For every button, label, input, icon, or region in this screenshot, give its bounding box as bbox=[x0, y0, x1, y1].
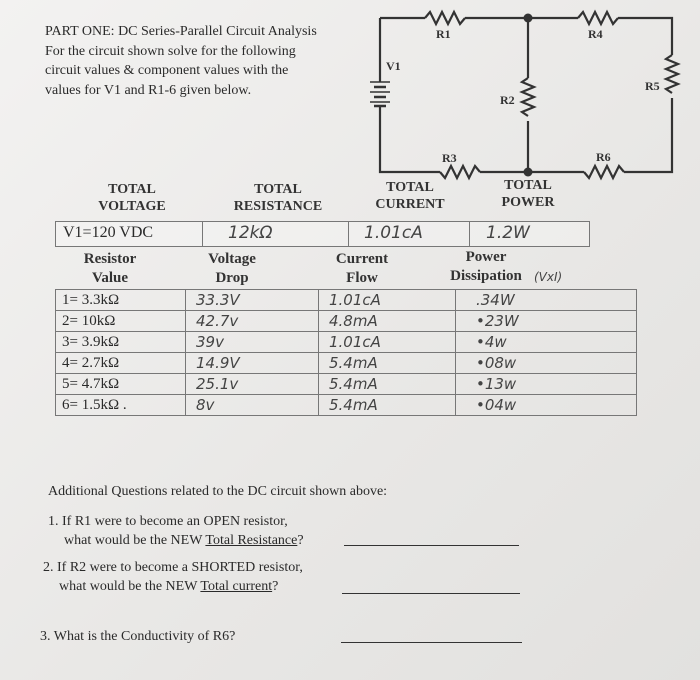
question-2 bbox=[43, 558, 303, 596]
resistor-value-header: Resistor Value bbox=[83, 251, 137, 286]
current-flow: 1.01cA bbox=[319, 290, 456, 311]
r3-label: R3 bbox=[442, 151, 457, 165]
current-flow: 5.4mA bbox=[319, 395, 456, 416]
power-dissipation: •04w bbox=[456, 395, 637, 416]
r6-resistor bbox=[584, 166, 624, 178]
resistor-value: 3= 3.9kΩ bbox=[56, 332, 186, 353]
r4-resistor bbox=[578, 12, 618, 24]
intro-line-4: values for V1 and R1-6 given below. bbox=[45, 82, 252, 98]
total-resistance-value: 12kΩ bbox=[228, 223, 273, 243]
r4-label: R4 bbox=[588, 27, 603, 41]
total-power-value: 1.2W bbox=[486, 223, 530, 243]
current-flow: 1.01cA bbox=[319, 332, 456, 353]
v1-label: V1 bbox=[386, 59, 401, 73]
resistor-value: 2= 10kΩ bbox=[56, 311, 186, 332]
r6-label: R6 bbox=[596, 150, 611, 164]
total-current-value: 1.01cA bbox=[364, 223, 423, 243]
voltage-drop: 42.7v bbox=[186, 311, 319, 332]
power-dissipation: .34W bbox=[456, 290, 637, 311]
current-flow-header: Current Flow bbox=[335, 251, 389, 286]
current-flow: 4.8mA bbox=[319, 311, 456, 332]
total-resistance-header: TOTAL RESISTANCE bbox=[233, 182, 323, 214]
voltage-drop-header: Voltage Drop bbox=[208, 251, 256, 286]
power-formula-note: (VxI) bbox=[534, 270, 563, 284]
r2-resistor bbox=[522, 78, 534, 116]
resistor-value: 4= 2.7kΩ bbox=[56, 353, 186, 374]
resistor-table bbox=[55, 289, 637, 416]
r1-resistor bbox=[425, 12, 465, 24]
question-1 bbox=[48, 512, 304, 550]
power-dissipation: •4w bbox=[456, 332, 637, 353]
total-voltage-value: V1=120 VDC bbox=[63, 224, 154, 241]
power-dissipation-header: Power Dissipation bbox=[450, 249, 522, 284]
r3-resistor bbox=[440, 166, 480, 178]
answer-blank-1[interactable] bbox=[344, 545, 519, 546]
total-power-header: TOTAL POWER bbox=[501, 178, 555, 210]
current-flow: 5.4mA bbox=[319, 374, 456, 395]
r1-label: R1 bbox=[436, 27, 451, 41]
question-1-line-2: what would be the NEW Total Resistance? bbox=[64, 533, 304, 548]
totals-row bbox=[55, 221, 590, 247]
r5-resistor bbox=[666, 55, 678, 93]
additional-heading: Additional Questions related to the DC circuit shown above: bbox=[48, 484, 388, 499]
intro-line-1: PART ONE: DC Series-Parallel Circuit Analysis bbox=[45, 24, 317, 39]
question-2-line-2: what would be the NEW Total current? bbox=[59, 579, 279, 594]
r2-label: R2 bbox=[500, 93, 515, 107]
junction-top bbox=[524, 14, 533, 23]
resistor-value: 5= 4.7kΩ bbox=[56, 374, 186, 395]
r5-label: R5 bbox=[645, 79, 660, 93]
circuit-diagram bbox=[0, 0, 700, 200]
intro-line-2: For the circuit shown solve for the following bbox=[45, 43, 296, 59]
resistor-value: 1= 3.3kΩ bbox=[56, 290, 186, 311]
power-dissipation: •23W bbox=[456, 311, 637, 332]
resistor-value: 6= 1.5kΩ . bbox=[56, 395, 186, 416]
v1-battery bbox=[370, 82, 390, 106]
power-dissipation: •13w bbox=[456, 374, 637, 395]
current-flow: 5.4mA bbox=[319, 353, 456, 374]
table-row bbox=[56, 374, 637, 395]
voltage-drop: 39v bbox=[186, 332, 319, 353]
table-row bbox=[56, 311, 637, 332]
table-row bbox=[56, 395, 637, 416]
table-row bbox=[56, 332, 637, 353]
question-3: 3. What is the Conductivity of R6? bbox=[40, 629, 236, 644]
table-row bbox=[56, 290, 637, 311]
voltage-drop: 14.9V bbox=[186, 353, 319, 374]
voltage-drop: 8v bbox=[186, 395, 319, 416]
answer-blank-3[interactable] bbox=[341, 642, 522, 643]
junction-bottom bbox=[524, 168, 533, 177]
question-1-line-1: 1. If R1 were to become an OPEN resistor, bbox=[48, 514, 288, 529]
question-2-line-1: 2. If R2 were to become a SHORTED resistor, bbox=[43, 560, 303, 575]
power-dissipation: •08w bbox=[456, 353, 637, 374]
total-current-header: TOTAL CURRENT bbox=[375, 180, 445, 212]
voltage-drop: 33.3V bbox=[186, 290, 319, 311]
answer-blank-2[interactable] bbox=[342, 593, 520, 594]
intro-line-3: circuit values & component values with the bbox=[45, 63, 289, 78]
total-voltage-header: TOTAL VOLTAGE bbox=[98, 182, 166, 214]
voltage-drop: 25.1v bbox=[186, 374, 319, 395]
table-row bbox=[56, 353, 637, 374]
